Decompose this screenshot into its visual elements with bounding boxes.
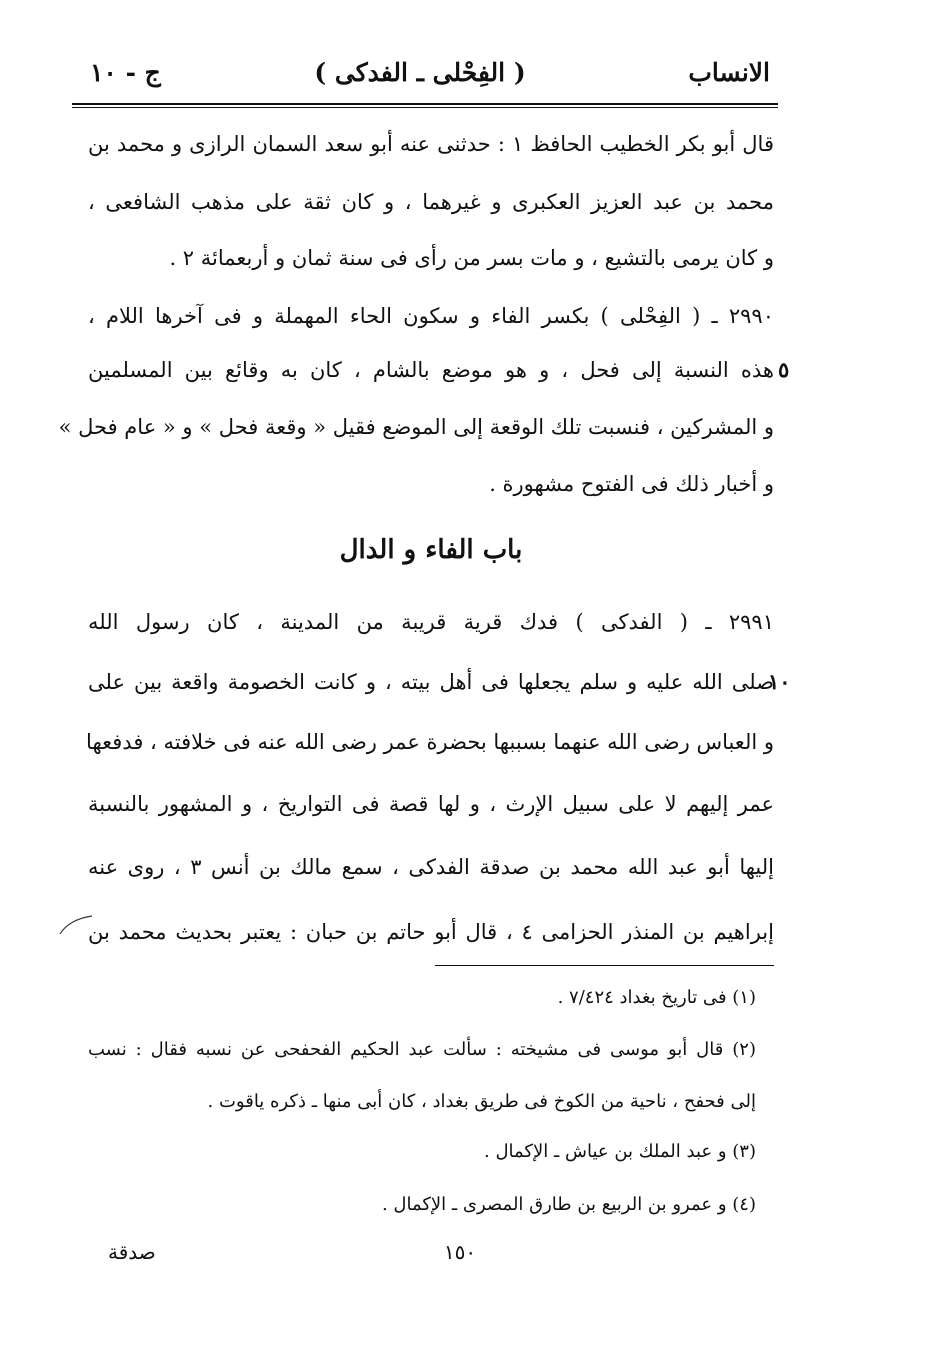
entry-2991-heading-line: ٢٩٩١ ـ ( الفدكى ) فدك قرية قريبة من المدينة ، كان رسول الله	[88, 610, 774, 634]
body-line: و المشركين ، فنسبت تلك الوقعة إلى الموضع فقيل « وقعة فحل » و « عام فحل »	[58, 415, 774, 439]
body-line: و كان يرمى بالتشيع ، و مات بسر من رأى فى سنة ثمان و أربعمائة ٢ .	[169, 246, 774, 270]
footnote-3: (٣) و عبد الملك بن عياش ـ الإكمال .	[484, 1141, 756, 1162]
footnote-4: (٤) و عمرو بن الربيع بن طارق المصرى ـ الإكمال .	[381, 1194, 756, 1215]
running-head-book-title: الانساب	[688, 58, 770, 87]
section-heading: باب الفاء و الدال	[339, 535, 523, 565]
body-line: إبراهيم بن المنذر الحزامى ٤ ، قال أبو حاتم بن حبان : يعتبر بحديث محمد بن	[88, 920, 774, 944]
body-line: و العباس رضى الله عنهما بسببها بحضرة عمر رضى الله عنه فى خلافته ، فدفعها	[86, 730, 774, 754]
header-double-rule	[72, 103, 778, 108]
page-number: ١٥٠	[443, 1240, 477, 1264]
body-line: عمر إليهم لا على سبيل الإرث ، و لها قصة فى التواريخ ، و المشهور بالنسبة	[88, 792, 774, 816]
footnote-2: (٢) قال أبو موسى فى مشيخته : سألت عبد الحكيم الفحفحى عن نسبه فقال : نسب	[88, 1039, 756, 1060]
running-head-entries: ( الفِحْلى ـ الفدكى )	[314, 58, 526, 87]
body-line: صلى الله عليه و سلم يجعلها فى أهل بيته ، و كانت الخصومة واقعة بين على	[88, 670, 774, 694]
margin-pencil-mark	[58, 912, 94, 938]
line-number-10: ١٠	[768, 669, 791, 694]
body-line: و أخبار ذلك فى الفتوح مشهورة .	[489, 472, 774, 496]
footnote-2-continued: إلى فحفح ، ناحية من الكوخ فى طريق بغداد ، كان أبى منها ـ ذكره ياقوت .	[207, 1091, 756, 1112]
body-line: قال أبو بكر الخطيب الحافظ ١ : حدثنى عنه أبو سعد السمان الرازى و محمد بن	[88, 132, 774, 156]
line-number-5: ٥	[778, 357, 790, 382]
running-head-volume: ج - ١٠	[90, 58, 161, 87]
body-line: إليها أبو عبد الله محمد بن صدقة الفدكى ، سمع مالك بن أنس ٣ ، روى عنه	[88, 855, 774, 879]
entry-2990-heading-line: ٢٩٩٠ ـ ( الفِحْلى ) بكسر الفاء و سكون الحاء المهملة و فى آخرها اللام ،	[88, 304, 774, 328]
body-line: محمد بن عبد العزيز العكبرى و غيرهما ، و كان ثقة على مذهب الشافعى ،	[88, 190, 774, 214]
body-line: هذه النسبة إلى فحل ، و هو موضع بالشام ، كان به وقائع بين المسلمين	[88, 358, 774, 382]
footnote-separator	[435, 965, 774, 966]
catchword: صدقة	[108, 1240, 156, 1264]
running-head	[70, 52, 770, 100]
footnote-1: (١) فى تاريخ بغداد ٧/٤٢٤ .	[557, 987, 756, 1008]
